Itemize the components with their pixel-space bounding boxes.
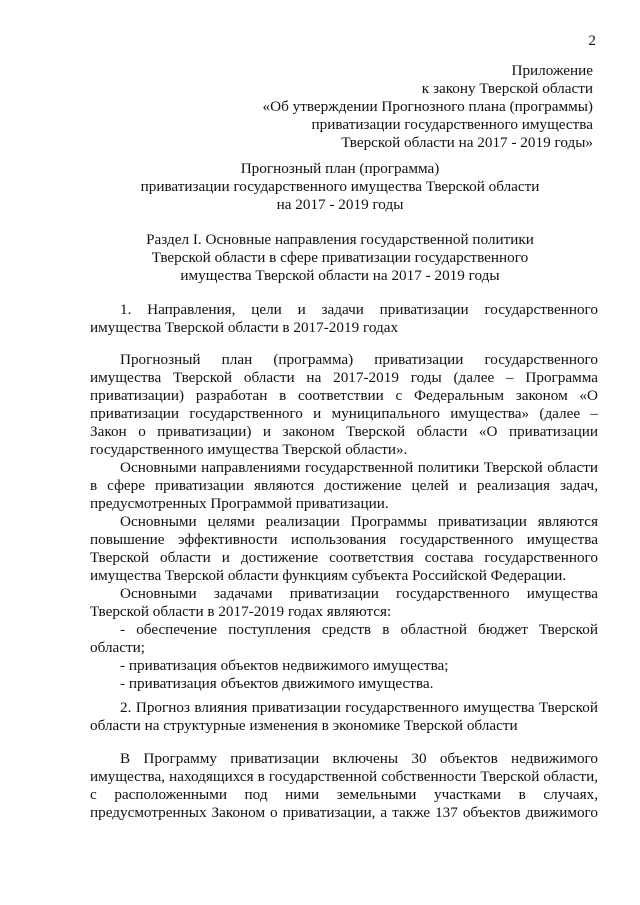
- title-line: приватизации государственного имущества Тверской области: [140, 178, 540, 195]
- section-line: имущества Тверской области на 2017 - 2019 годы: [180, 267, 500, 284]
- document-title: [60, 160, 620, 214]
- section-heading: [60, 231, 620, 285]
- subsection-2-body: [90, 750, 598, 822]
- page-number: 2: [588, 32, 596, 49]
- section-line: Раздел I. Основные направления государственной политики: [146, 231, 534, 248]
- appendix-line: «Об утверждении Прогнозного плана (программы): [262, 98, 593, 115]
- paragraph: Прогнозный план (программа) приватизации государственного имущества Тверской области на 2017-2019 годы (далее – Программа приватизации) разработан в соответствии с Федеральным законом «О приватизации государственного и муниципального имущества» (далее – Закон о приватизации) и законом Тверской области «О приватизации государственного имущества Тверской области».: [90, 351, 598, 458]
- subsection-1-body: [90, 351, 598, 693]
- appendix-line: Тверской области на 2017 - 2019 годы»: [341, 134, 593, 151]
- paragraph: Основными задачами приватизации государственного имущества Тверской области в 2017-2019 годах являются:: [90, 585, 598, 620]
- subsection-heading-text: 2. Прогноз влияния приватизации государственного имущества Тверской области на структурные изменения в экономике Тверской области: [90, 699, 598, 734]
- paragraph: В Программу приватизации включены 30 объектов недвижимого имущества, находящихся в государственной собственности Тверской области, с расположенными под ними земельными участками в случаях, предусмотренных Законом о приватизации, а также 137 объектов движимого: [90, 750, 598, 821]
- title-line: Прогнозный план (программа): [240, 160, 440, 177]
- appendix-line: приватизации государственного имущества: [311, 116, 593, 133]
- paragraph: Основными целями реализации Программы приватизации являются повышение эффективности использования государственного имущества Тверской области и достижение соответствия состава государственного имущества Тверской области функциям субъекта Российской Федерации.: [90, 513, 598, 584]
- list-item: - приватизация объектов движимого имущества.: [120, 675, 434, 692]
- appendix-line: Приложение: [511, 62, 593, 79]
- list-item: - обеспечение поступления средств в областной бюджет Тверской области;: [90, 621, 598, 656]
- list-item: - приватизация объектов недвижимого имущества;: [120, 657, 449, 674]
- subsection-1-heading: [90, 301, 598, 337]
- subsection-heading-text: 1. Направления, цели и задачи приватизации государственного имущества Тверской области в 2017-2019 годах: [90, 301, 598, 336]
- appendix-header: [263, 62, 593, 152]
- paragraph: Основными направлениями государственной политики Тверской области в сфере приватизации являются достижение целей и реализация задач, предусмотренных Программой приватизации.: [90, 459, 598, 512]
- appendix-line: к закону Тверской области: [421, 80, 593, 97]
- subsection-2-heading: [90, 699, 598, 735]
- section-line: Тверской области в сфере приватизации государственного: [151, 249, 529, 266]
- title-line: на 2017 - 2019 годы: [276, 196, 404, 213]
